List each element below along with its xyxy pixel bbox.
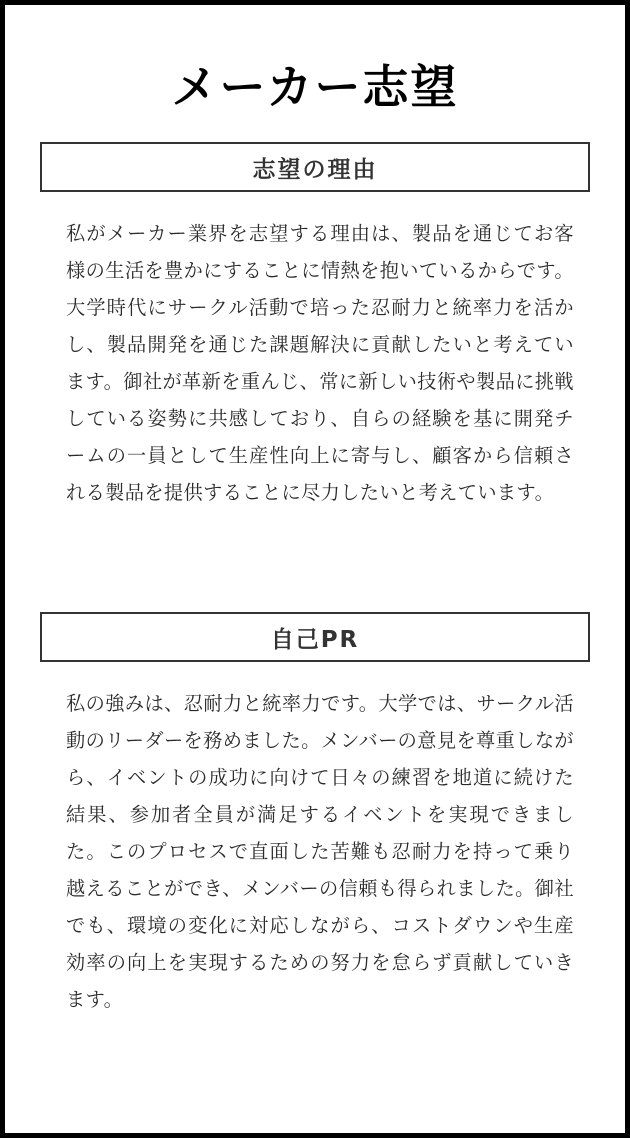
section-heading: 志望の理由 [252, 156, 378, 183]
section-header-self-pr [40, 612, 590, 662]
section-heading: 自己PR [270, 626, 360, 653]
section-body-motivation: 私がメーカー業界を志望する理由は、製品を通じてお客様の生活を豊かにすることに情熱を抱いているからです。大学時代にサークル活動で培った忍耐力と統率力を活かし、製品開発を通じた課題解決に貢献したいと考えています。御社が革新を重んじ、常に新しい技術や製品に挑戦している姿勢に共感しており、自らの経験を基に開発チームの一員として生産性向上に寄与し、顧客から信頼される製品を提供することに尽力したいと考えています。 [66, 222, 574, 504]
section-header-motivation [40, 142, 590, 192]
section-body-self-pr: 私の強みは、忍耐力と統率力です。大学では、サークル活動のリーダーを務めました。メンバーの意見を尊重しながら、イベントの成功に向けて日々の練習を地道に続けた結果、参加者全員が満足するイベントを実現できました。このプロセスで直面した苦難も忍耐力を持って乗り越えることができ、メンバーの信頼も得られました。御社でも、環境の変化に対応しながら、コストダウンや生産効率の向上を実現するための努力を怠らず貢献していきます。 [66, 692, 574, 1011]
page-title: メーカー志望 [171, 60, 459, 114]
